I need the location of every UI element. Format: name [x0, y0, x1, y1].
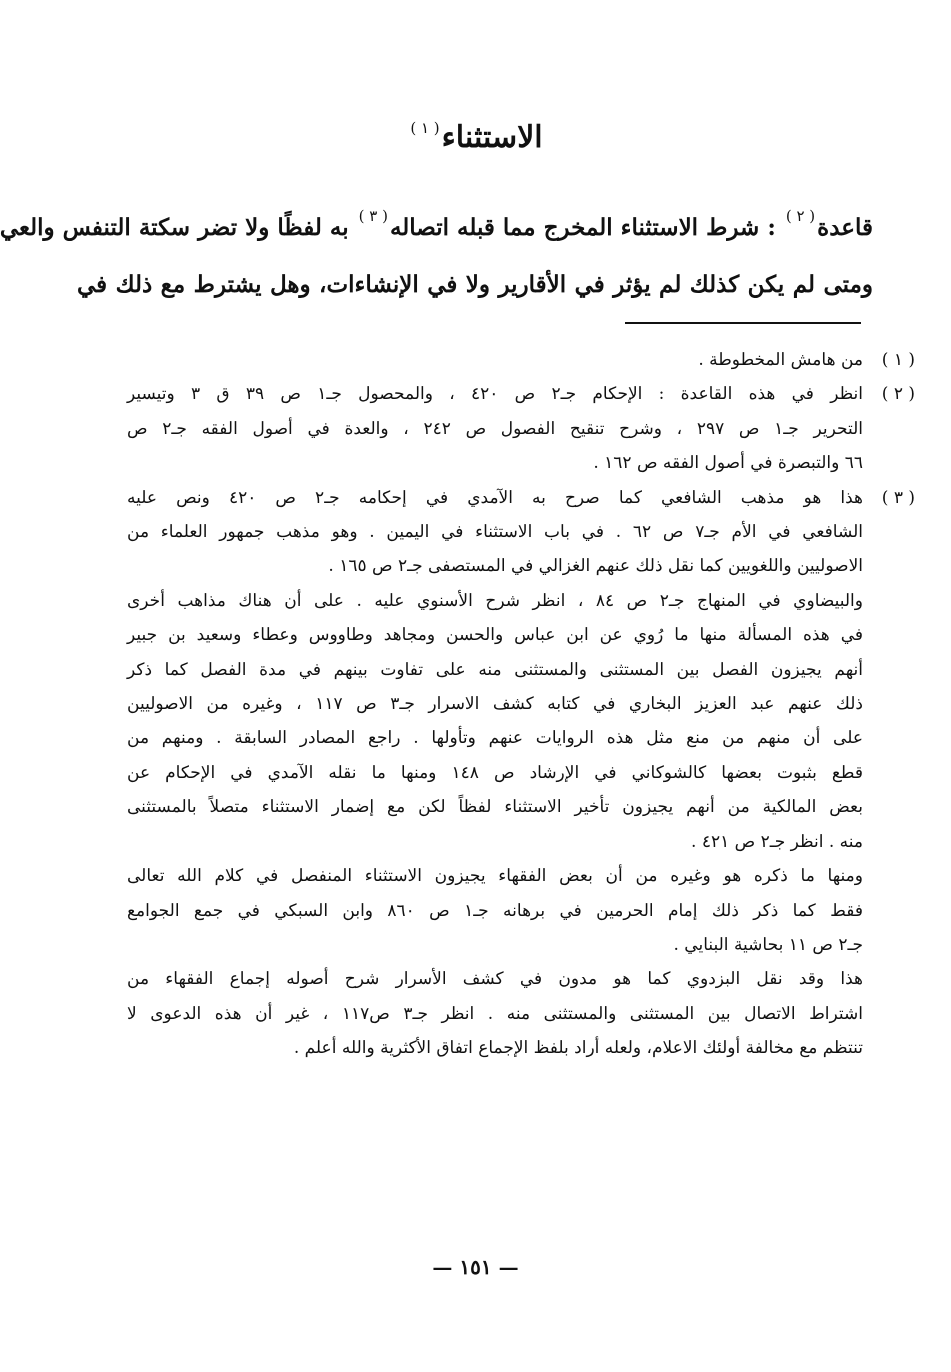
footnote-1: [127, 343, 915, 377]
footnotes-section: [127, 343, 915, 1066]
footnote-line: هذا هو مذهب الشافعي كما صرح به الآمدي في إحكامه جـ٢ ص ٤٢٠ ونص عليه: [127, 487, 863, 508]
footnote-line: هذا وقد نقل البزدوي كما هو مدون في كشف الأسرار شرح أصوله إجماع الفقهاء من: [127, 969, 863, 990]
footnote-line: ذلك عنهم عبد العزيز البخاري في كتابه كشف الاسرار جـ٣ ص ١١٧ ، وغيره من الاصوليين: [127, 694, 863, 715]
footnote-divider: [625, 322, 861, 324]
footnote-line: قطع بثبوت بعضها كالشوكاني في الإرشاد ص ١٤٨ ومنها ما نقله الآمدي في الإحكام عن: [127, 762, 863, 783]
title-note-ref: ( ١ ): [410, 119, 440, 137]
footnote-line: تنتظم مع مخالفة أولئك الاعلام، ولعله أراد بلفظ الإجماع اتفاق الأكثرية والله أعلم .: [293, 1038, 863, 1059]
rule-line-1-note-ref: ( ٣ ): [358, 207, 388, 225]
title-text: الاستثناء: [441, 120, 543, 155]
footnote-line: التحرير جـ١ ص ٢٩٧ ، وشرح تنقيح الفصول ص ٢٤٢ ، والعدة في أصول الفقه جـ٢ ص: [127, 418, 863, 439]
footnote-line: فقط كما ذكر ذلك إمام الحرمين في برهانه جـ١ ص ٨٦٠ وابن السبكي في جمع الجوامع: [127, 900, 863, 921]
rule-lead-word: قاعدة: [817, 214, 873, 241]
rule-line-1: [0, 188, 873, 256]
footnote-line: ومنها ما ذكره هو وغيره من أن بعض الفقهاء يجيزون الاستثناء المنفصل في كلام الله تعالى: [127, 866, 863, 887]
footnote-line: على أن منهم من منع مثل هذه الروايات عنهم وتأولها . راجع المصادر السابقة . ومنهم من: [127, 728, 863, 749]
rule-line-2: ومتى لم يكن كذلك لم يؤثر في الأقارير ولا في الإنشاءات، وهل يشترط مع ذلك في: [77, 271, 873, 298]
footnote-line: اشتراط الاتصال بين المستثنى والمستثنى منه . انظر جـ٣ ص١١٧ ، غير أن هذه الدعوى لا: [127, 1003, 863, 1024]
footnote-line: منه . انظر جـ٢ ص ٤٢١ .: [691, 831, 863, 852]
footnote-line: انظر في هذه القاعدة : الإحكام جـ٢ ص ٤٢٠ ، والمحصول جـ١ ص ٣٩ ق ٣ وتيسير: [127, 384, 863, 405]
footnote-line: من هامش المخطوطة .: [698, 350, 863, 370]
footnote-line: الشافعي في الأم جـ٧ ص ٦٢ . في باب الاستثناء في اليمين . وهو مذهب جمهور العلماء من: [127, 522, 864, 543]
footnote-line: ٦٦ والتبصرة في أصول الفقه ص ١٦٢ .: [593, 453, 863, 474]
rule-paragraph: [0, 188, 873, 313]
rule-line-1-part-1: : شرط الاستثناء المخرج مما قبله اتصاله: [389, 214, 776, 241]
footnote-number: ( ٣ ): [881, 487, 915, 508]
rule-line-1-part-2: به لفظًا ولا تضر سكتة التنفس والعي: [0, 214, 349, 241]
rule-lead-note-ref: ( ٢ ): [785, 207, 816, 225]
footnote-line: جـ٢ ص ١١ بحاشية البنايي .: [673, 934, 863, 955]
page-title: [0, 108, 951, 158]
footnote-3: [127, 481, 915, 1066]
footnote-line: بعض المالكية من أنهم يجيزون تأخير الاستثناء لفظاً لكن مع إضمار الاستثناء متصلاً بالمستثنى: [127, 797, 863, 818]
footnote-line: الاصوليين واللغويين كما نقل ذلك عنهم الغزالي في المستصفى جـ٢ ص ١٦٥ .: [328, 556, 863, 577]
page-number: — ١٥١ —: [432, 1255, 519, 1279]
footnote-number: ( ١ ): [881, 350, 915, 370]
footnote-2: [127, 377, 915, 480]
footnote-number: ( ٢ ): [881, 384, 915, 405]
footnote-line: في هذه المسألة منها ما رُوي عن ابن عباس والحسن ومجاهد وطاووس وعطاء وسعيد بن جبير: [127, 625, 863, 646]
footnote-line: أنهم يجيزون الفصل بين المستثنى والمستثنى منه على تفاوت بينهم في مدة الفصل كما ذكر: [127, 659, 863, 680]
footnote-line: والبيضاوي في المنهاج جـ٢ ص ٨٤ ، انظر شرح الأسنوي عليه . على أن هناك مذاهب أخرى: [127, 590, 863, 611]
